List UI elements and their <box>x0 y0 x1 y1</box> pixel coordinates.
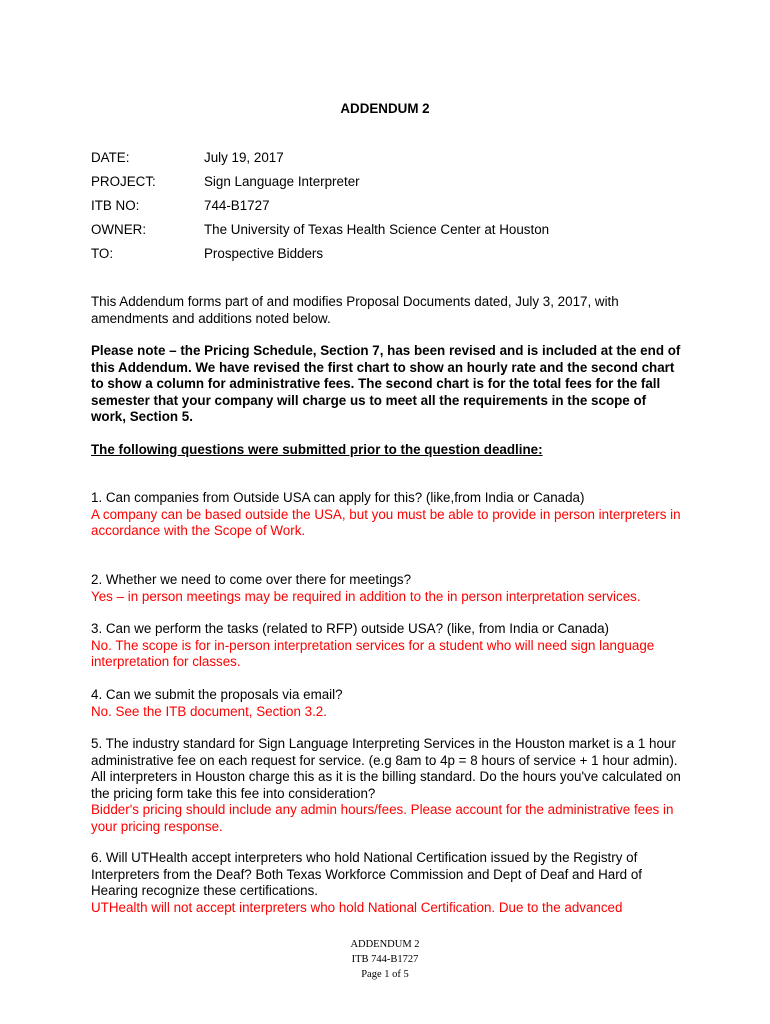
qa-item-6 <box>91 850 677 916</box>
question-text: 5. The industry standard for Sign Language Interpreting Services in the Houston market is a 1 hour administrative fee on each request for service. (e.g 8am to 4p = 8 hours of service + 1 hour admin). All interpreters in Houston charge this as it is the billing standard. Do the hours you've calculated on the pricing form take this fee into consideration? <box>91 736 681 801</box>
intro-paragraph: This Addendum forms part of and modifies Proposal Documents dated, July 3, 2017, with amendments and additions noted below. <box>91 294 619 326</box>
meta-value: The University of Texas Health Science Center at Houston <box>204 222 550 237</box>
page-footer <box>0 937 770 982</box>
meta-value: 744-B1727 <box>204 198 270 213</box>
meta-label: ITB NO: <box>91 198 140 213</box>
pricing-note: Please note – the Pricing Schedule, Section 7, has been revised and is included at the end of this Addendum. We have revised the first chart to show an hourly rate and the second chart to show a column for administrative fees. The second chart is for the total fees for the fall semester that your company will charge us to meet all the requirements in the scope of work, Section 5. <box>91 343 681 425</box>
meta-label: DATE: <box>91 150 130 165</box>
meta-label: OWNER: <box>91 222 147 237</box>
question-text: 2. Whether we need to come over there for meetings? <box>91 572 412 587</box>
meta-value: Sign Language Interpreter <box>204 174 360 189</box>
qa-item-2 <box>91 572 691 605</box>
answer-text: Bidder's pricing should include any admin hours/fees. Please account for the administrative fees in your pricing response. <box>91 802 674 834</box>
question-text: 4. Can we submit the proposals via email? <box>91 687 343 702</box>
footer-line: ITB 744-B1727 <box>351 954 419 965</box>
answer-text: No. See the ITB document, Section 3.2. <box>91 703 327 719</box>
answer-text: UTHealth will not accept interpreters who hold National Certification. Due to the advanced <box>91 899 623 915</box>
question-text: 1. Can companies from Outside USA can apply for this? (like,from India or Canada) <box>91 490 585 505</box>
answer-text: Yes – in person meetings may be required in addition to the in person interpretation services. <box>91 588 641 604</box>
footer-page-number: Page 1 of 5 <box>361 969 409 980</box>
qa-item-1 <box>91 490 691 540</box>
question-text: 6. Will UTHealth accept interpreters who hold National Certification issued by the Registry of Interpreters from the Deaf? Both Texas Workforce Commission and Dept of Deaf and Hard of Hearing recognize these certifications. <box>91 850 643 899</box>
question-text: 3. Can we perform the tasks (related to RFP) outside USA? (like, from India or Canada) <box>91 621 609 636</box>
meta-value: July 19, 2017 <box>204 150 284 165</box>
answer-text: No. The scope is for in-person interpretation services for a student who will need sign language interpretation for classes. <box>91 637 655 670</box>
meta-label: TO: <box>91 246 114 261</box>
qa-item-3 <box>91 621 691 671</box>
qa-item-5 <box>91 736 685 836</box>
footer-line: ADDENDUM 2 <box>350 939 420 950</box>
meta-value: Prospective Bidders <box>204 246 324 261</box>
qa-item-4 <box>91 687 691 720</box>
answer-text: A company can be based outside the USA, but you must be able to provide in person interpreters in accordance with the Scope of Work. <box>91 506 681 539</box>
meta-label: PROJECT: <box>91 174 156 189</box>
questions-heading: The following questions were submitted prior to the question deadline: <box>91 442 543 457</box>
page-title: ADDENDUM 2 <box>340 101 430 116</box>
